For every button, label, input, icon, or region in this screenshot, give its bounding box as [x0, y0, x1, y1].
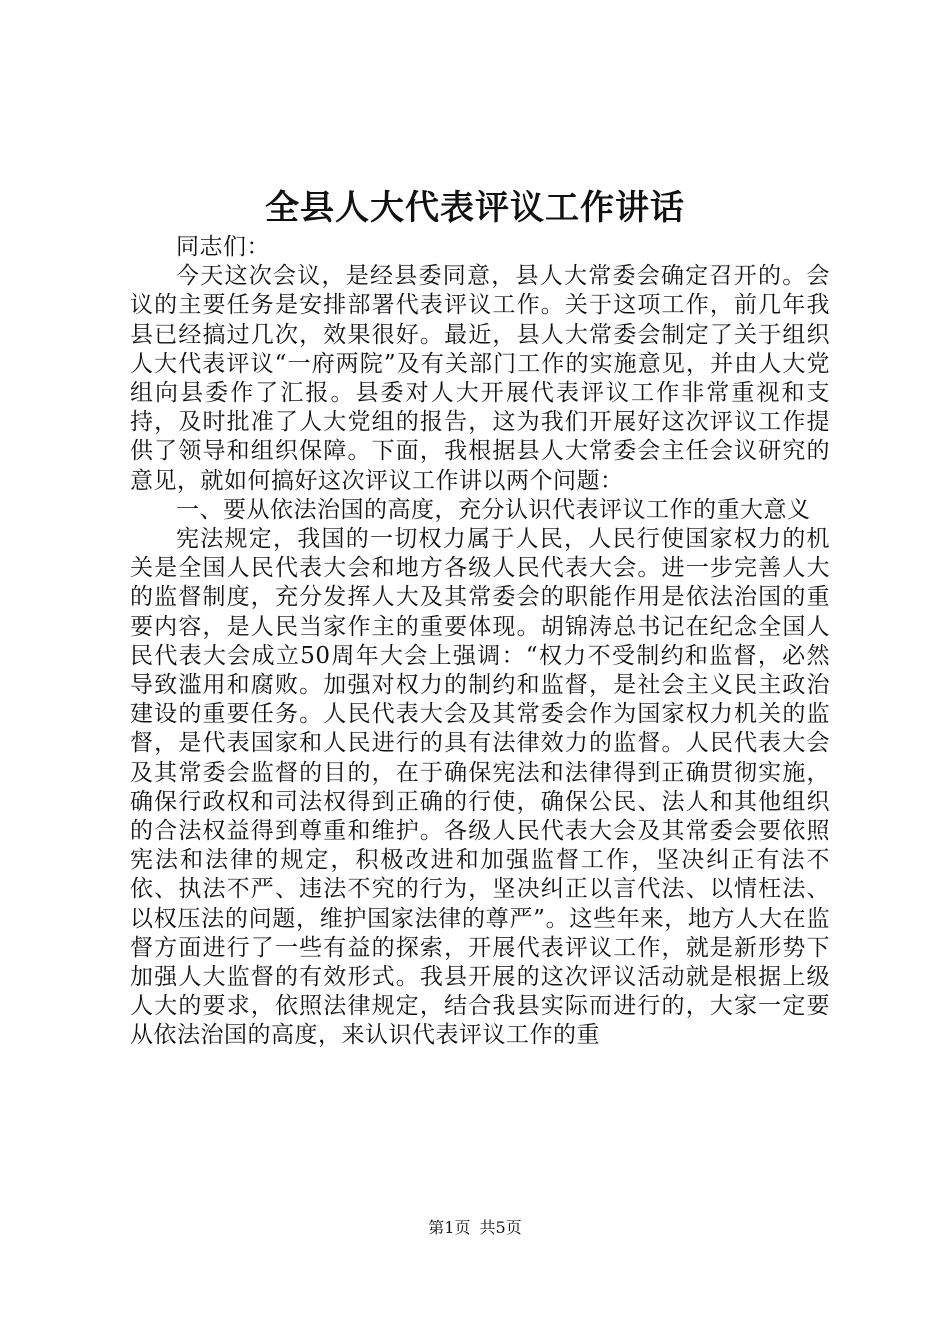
intro-paragraph: 今天这次会议，是经县委同意，县人大常委会确定召开的。会议的主要任务是安排部署代表评议工作。关于这项工作，前几年我县已经搞过几次，效果很好。最近，县人大常委会制定了关于组织人大代表评议“一府两院”及有关部门工作的实施意见，并由人大党组向县委作了汇报。县委对人大开展代表评议工作非常重视和支持，及时批准了人大党组的报告，这为我们开展好这次评议工作提供了领导和组织保障。下面，我根据县人大常委会主任会议研究的意见，就如何搞好这次评议工作讲以两个问题： — [130, 263, 830, 494]
page-title: 全县人大代表评议工作讲话 — [265, 188, 685, 228]
section-heading-1: 一、要从依法治国的高度，充分认识代表评议工作的重大意义 — [176, 496, 811, 523]
page-total: 共5页 — [479, 1218, 522, 1237]
document-body — [130, 233, 830, 1051]
salutation-paragraph: 同志们： — [176, 234, 270, 260]
page-number: 第1页 — [428, 1218, 471, 1237]
body-paragraph: 宪法规定，我国的一切权力属于人民，人民行使国家权力的机关是全国人民代表大会和地方各级人民代表大会。进一步完善人大的监督制度，充分发挥人大及其常委会的职能作用是依法治国的重要内容，是人民当家作主的重要体现。胡锦涛总书记在纪念全国人民代表大会成立50周年大会上强调：“权力不受制约和监督，必然导致滥用和腐败。加强对权力的制约和监督，是社会主义民主政治建设的重要任务。人民代表大会及其常委会作为国家权力机关的监督，是代表国家和人民进行的具有法律效力的监督。人民代表大会及其常委会监督的目的，在于确保宪法和法律得到正确贯彻实施，确保行政权和司法权得到正确的行使，确保公民、法人和其他组织的合法权益得到尊重和维护。各级人民代表大会及其常委会要依照宪法和法律的规定，积极改进和加强监督工作，坚决纠正有法不依、执法不严、违法不究的行为，坚决纠正以言代法、以情枉法、以权压法的问题，维护国家法律的尊严”。这些年来，地方人大在监督方面进行了一些有益的探索，开展代表评议工作，就是新形势下加强人大监督的有效形式。我县开展的这次评议活动就是根据上级人大的要求，依照法律规定，结合我县实际而进行的，大家一定要从依法治国的高度，来认识代表评议工作的重 — [130, 526, 830, 1049]
page-footer — [0, 1218, 950, 1238]
